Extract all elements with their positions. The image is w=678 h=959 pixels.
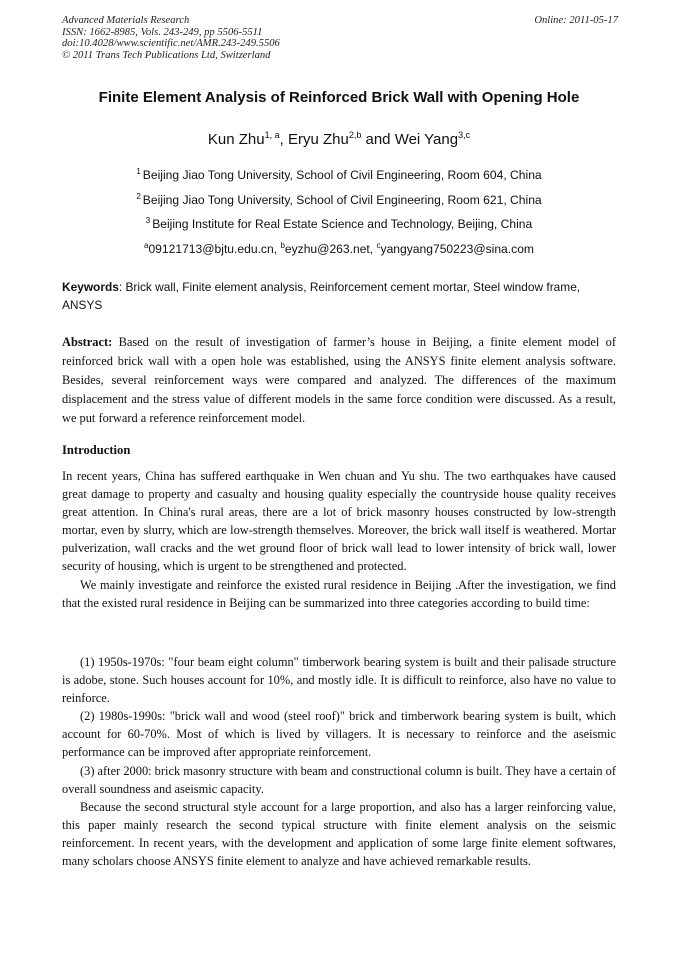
abstract-label: Abstract: [62,335,113,349]
journal-header [62,15,618,61]
affiliation-text: Beijing Jiao Tong University, School of Civil Engineering, Room 621, China [142,193,542,207]
author-name: Kun Zhu [207,131,265,148]
author-separator: and [361,131,395,148]
journal-copyright: © 2011 Trans Tech Publications Ltd, Switzerland [62,49,271,61]
email-marker: b [280,241,285,250]
paragraph: In recent years, China has suffered earthquake in Wen chuan and Yu shu. The two earthquakes have caused great damage to property and casualty and housing quality especially the countryside house quality receives great attention. In China's rural areas, there are a lot of brick masonry houses constructed by low-strength mortar, even by slurry, which are low-strength themselves. Moreover, the brick wall itself is weathered. Mortar pulverization, wall cracks and the wet ground floor of brick wall lead to lower intensity of brick wall, lower security of housing, which is urgent to be strengthened and protected. [62,469,616,574]
journal-doi: doi:10.4028/www.scientific.net/AMR.243-249.5506 [62,38,280,49]
author-separator: , [279,131,288,148]
author-list [40,130,638,148]
author-affiliation-marker: 1, a [264,130,280,140]
email-marker: a [144,241,149,250]
keywords-text: : Brick wall, Finite element analysis, Reinforcement cement mortar, Steel window frame, ANSYS [62,280,581,312]
list-item: (2) 1980s-1990s: "brick wall and wood (steel roof)" brick and timberwork bearing system is built, which account for 60-70%. Most of which is lived by villagers. It is necessary to reinforce and the aseismic performance can be improved after appropriate reinforcement. [62,709,616,760]
affiliation [40,216,638,231]
abstract-text: Based on the result of investigation of farmer’s house in Beijing, a finite element model of reinforced brick wall with a open hole was established, using the ANSYS finite element analysis software. Besides, several reinforcement ways were compared and analyzed. The differences of the maximum displacement and the stress value of different models in the same force condition were discussed. As a result, we put forward a reference reinforcement model. [62,335,616,425]
affiliation-marker: 1 [136,167,141,176]
keywords-section [62,278,616,314]
paragraph: We mainly investigate and reinforce the existed rural residence in Beijing .After the investigation, we find that the existed rural residence in Beijing can be summarized into three categories according to build time: [62,577,616,610]
affiliation-marker: 2 [136,192,141,201]
abstract-section [62,333,616,428]
journal-issn: ISSN: 1662-8985, Vols. 243-249, pp 5506-5511 [62,26,263,38]
email-list [40,241,638,256]
affiliation [40,167,638,182]
journal-name: Advanced Materials Research [62,15,190,26]
author-name: Wei Yang [394,131,459,148]
affiliation [40,192,638,207]
author-affiliation-marker: 2,b [348,130,362,140]
list-item: (3) after 2000: brick masonry structure with beam and constructional column is built. They have a certain of overall soundness and aseismic capacity. [62,763,616,796]
author-affiliation-marker: 3,c [458,130,471,140]
paper-title: Finite Element Analysis of Reinforced Brick Wall with Opening Hole [98,89,580,106]
list-item: (1) 1950s-1970s: "four beam eight column" timberwork bearing system is built and their palisade structure is adobe, stone. Such houses account for 10%, and mostly idle. It is difficult to reinforce, also have no value to reinforce. [62,655,616,706]
email-marker: c [376,241,381,250]
introduction-body [62,467,616,612]
email-link[interactable]: eyzhu@263.net, [284,242,377,256]
author-name: Eryu Zhu [287,131,349,148]
affiliation-marker: 3 [145,216,151,225]
section-heading: Introduction [62,443,131,457]
keywords-label: Keywords [62,280,119,294]
email-link[interactable]: 09121713@bjtu.edu.cn, [148,242,281,256]
affiliation-text: Beijing Jiao Tong University, School of Civil Engineering, Room 604, China [142,168,542,182]
paragraph: Because the second structural style account for a large proportion, and also has a larger reinforcing value, this paper mainly research the second typical structure with finite element analysis on the seismic reinforcement. In recent years, with the development and application of some large finite element softwares, many scholars choose ANSYS finite element to analyze and have achieved remarkable results. [62,799,616,869]
online-date: Online: 2011-05-17 [534,15,618,26]
affiliation-text: Beijing Institute for Real Estate Science and Technology, Beijing, China [152,217,533,231]
introduction-list [62,653,616,870]
email-link[interactable]: yangyang750223@sina.com [380,242,534,256]
